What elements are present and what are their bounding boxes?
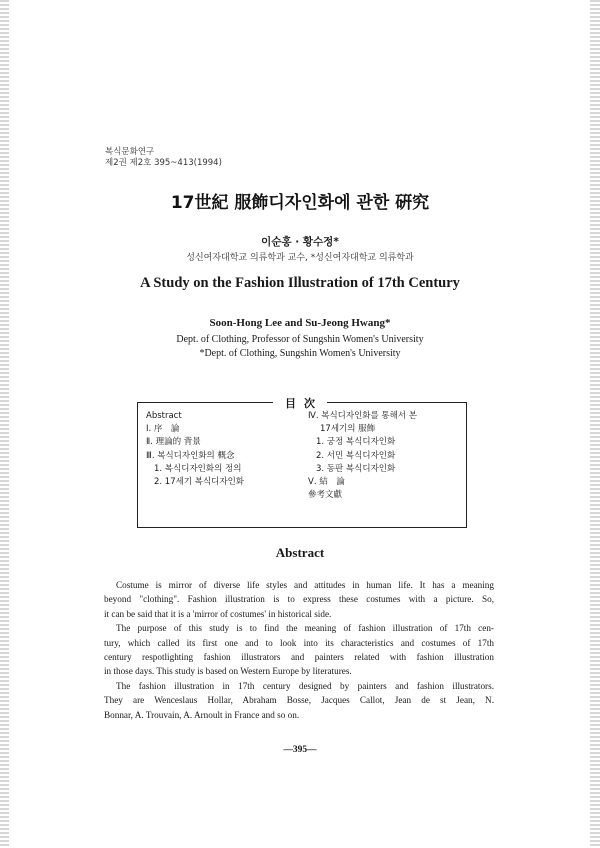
toc-subitem: 2. 서민 복식디자인화 xyxy=(316,450,396,461)
abstract-line: tury, which called its first one and to look into its characteristics and costumes of 17th xyxy=(104,637,494,648)
toc-item: Ⅰ. 序 論 xyxy=(146,424,180,435)
toc-item: Abstract xyxy=(146,411,182,421)
affiliation-korean: 성신여자대학교 의류학과 교수, *성신여자대학교 의류학과 xyxy=(186,253,414,263)
abstract-line: The purpose of this study is to find the meaning of fashion illustration of 17th cen- xyxy=(116,623,494,634)
toc-item: Ⅲ. 복식디자인화의 概念 xyxy=(146,450,235,461)
abstract-line: beyond "clothing". Fashion illustration is to express these costumes with a picture. So, xyxy=(104,594,494,605)
toc-item: Ⅱ. 理論的 背景 xyxy=(146,437,201,448)
journal-name: 복식문화연구 xyxy=(105,147,155,157)
abstract-line: it can be said that it is a 'mirror of costumes' in historical side. xyxy=(104,608,332,619)
toc-item: Ⅴ. 結 論 xyxy=(308,477,345,488)
abstract-line: Bonnar, A. Trouvain, A. Arnoult in France and so on. xyxy=(104,709,300,720)
affiliation-english xyxy=(0,333,600,361)
toc-left-column xyxy=(146,410,244,489)
toc-item-continued: 17세기의 服飾 xyxy=(320,424,376,435)
abstract-line: They are Wenceslaus Hollar, Abraham Bosse, Jacques Callot, Jean de st Jean, N. xyxy=(104,695,494,706)
abstract-heading: Abstract xyxy=(275,545,325,560)
title-english: A Study on the Fashion Illustration of 17th Century xyxy=(140,275,460,291)
toc-subitem: 2. 17세기 복식디자인화 xyxy=(154,477,245,488)
toc-right-column xyxy=(308,410,417,502)
affiliation-english-line: *Dept. of Clothing, Sungshin Women's University xyxy=(199,348,401,359)
authors-english: Soon-Hong Lee and Su-Jeong Hwang* xyxy=(209,317,391,329)
scan-edge-right xyxy=(590,0,600,848)
toc-subitem: 1. 궁정 복식디자인화 xyxy=(316,437,396,448)
toc-heading xyxy=(0,395,600,411)
toc-subitem: 1. 복식디자인화의 정의 xyxy=(154,463,242,474)
journal-issue: 제2권 제2호 395~413(1994) xyxy=(105,158,222,168)
title-korean: 17世紀 服飾디자인화에 관한 硏究 xyxy=(170,193,430,213)
toc-item: 參考文獻 xyxy=(308,490,343,501)
abstract-body xyxy=(104,578,494,722)
abstract-line: Costume is mirror of diverse life styles and attitudes in human life. It has a meaning xyxy=(116,580,494,590)
toc-heading-text: 目次 xyxy=(273,397,327,410)
abstract-line: in those days. This study is based on Western Europe by literatures. xyxy=(104,666,352,677)
abstract-line: century respotlighting fashion illustrators and painters related with fashion illustration xyxy=(104,652,494,663)
affiliation-english-line: Dept. of Clothing, Professor of Sungshin Women's University xyxy=(176,334,424,345)
authors-korean: 이순홍 · 황수정* xyxy=(261,236,339,248)
scan-edge-left xyxy=(0,0,9,848)
journal-header xyxy=(105,147,222,169)
page-number: —395— xyxy=(283,745,317,755)
abstract-line: The fashion illustration in 17th century designed by painters and fashion illustrators. xyxy=(116,680,494,691)
toc-subitem: 3. 동판 복식디자인화 xyxy=(316,463,396,474)
toc-item: Ⅳ. 복식디자인화를 통해서 본 xyxy=(308,411,417,421)
